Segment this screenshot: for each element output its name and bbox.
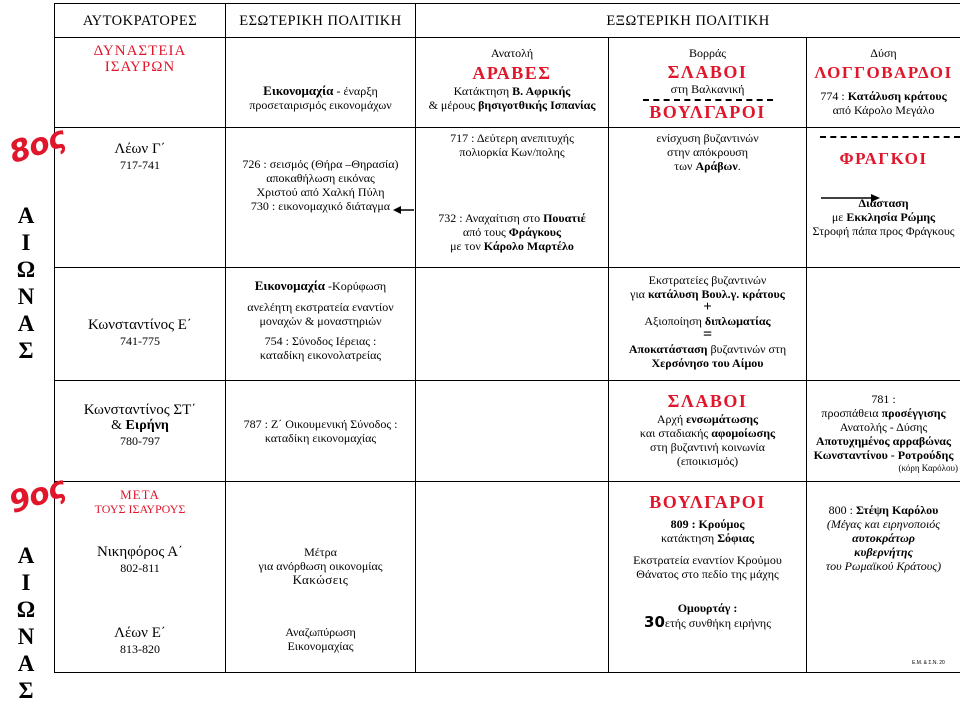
west-lombards-header: Δύση ΛΟΓΓΟΒΑΡΔΟΙ 774 : Κατάλυση κράτους από Κάρολο Μεγάλο (814, 46, 953, 117)
after-isaurians: ΜΕΤΑ ΤΟΥΣ ΙΣΑΥΡΟΥΣ (94, 487, 186, 516)
header-internal-policy: ΕΣΩΤΕΡΙΚΗ ΠΟΛΙΤΙΚΗ (239, 13, 402, 29)
arabs-siege-717: 717 : Δεύτερη ανεπιτυχής πολιορκία Κων/πολης (450, 131, 574, 159)
bulgars-help: ενίσχυση βυζαντινών στην απόκρουση των Αράβων. (656, 131, 759, 173)
emperor-leo-v: Λέων Ε΄ 813-820 (114, 625, 166, 656)
century-8-label: 8ος (4, 120, 70, 171)
author-signature: Ε.Μ. & Σ.Ν. 20 (912, 660, 945, 666)
col-divider-4 (806, 37, 807, 672)
emperor-leo-iii: Λέων Γ΄ 717-741 (114, 141, 166, 172)
header-external-policy: ΕΞΩΤΕΡΙΚΗ ΠΟΛΙΤΙΚΗ (606, 13, 770, 29)
header-top-line (54, 3, 960, 4)
bulgar-campaigns: Εκστρατείες βυζαντινών για κατάλυση Βουλ.γ. κράτους + Αξιοποίηση διπλωματίας = Αποκατάσταση βυζαντινών στη Χερσόνησο του Αίμου (628, 273, 787, 370)
bulgars-krum: ΒΟΥΛΓΑΡΟΙ 809 : Κρούμος κατάκτηση Σόφιας Εκστρατεία εναντίον Κρούμου Θάνατος στο πεδίο της μάχης Ομουρτάγ : 30ετής συνθήκη ειρήνης (633, 492, 782, 631)
aionas-label-8: Α Ι Ω Ν Α Σ (16, 203, 36, 363)
charlemagne-coronation: 800 : Στέψη Καρόλου (Μέγας και ειρηνοποιός αυτοκράτωρ κυβερνήτης του Ρωμαϊκού Κράτους) (825, 503, 942, 573)
west-franks: ΦΡΑΓΚΟΙ (839, 149, 928, 168)
header-bottom-line (54, 37, 960, 38)
east-arabs-header: Ανατολή ΑΡΑΒΕΣ Κατάκτηση Β. Αφρικής & μέρους βησιγοτθικής Ισπανίας (428, 46, 596, 112)
header-emperors: ΑΥΤΟΚΡΑΤΟΡΕΣ (82, 13, 198, 29)
emperor-nikephoros-i: Νικηφόρος Α΄ 802-811 (96, 544, 184, 575)
iconoclasm-start: Εικονομαχία - έναρξη προσεταιρισμός εικονομάχων (249, 83, 392, 112)
century-9-label: 9ος (4, 470, 70, 521)
table-bottom-line (54, 672, 960, 673)
row2-bottom-line (54, 380, 960, 381)
row3-bottom-line (54, 481, 960, 482)
west-schism: Διάσταση με Εκκλησία Ρώμης Στροφή πάπα προς Φράγκους (812, 196, 955, 238)
seventh-council: 787 : Ζ΄ Οικουμενική Σύνοδος : καταδίκη εικονομαχίας (243, 417, 398, 445)
leo-iii-internal: 726 : σεισμός (Θήρα –Θηρασία) αποκαθήλωση εικόνας Χριστού από Χαλκή Πύλη 730 : εικονομαχικό διάταγμα (242, 157, 399, 213)
dynasty-isaurian: ΔΥΝΑΣΤΕΙΑ ΙΣΑΥΡΩΝ (93, 43, 187, 75)
emperor-constantine-v: Κωνσταντίνος Ε΄ 741-775 (88, 317, 192, 348)
west-dashed-line (820, 136, 960, 138)
north-slavs-header: Βορράς ΣΛΑΒΟΙ στη Βαλκανική ΒΟΥΛΓΑΡΟΙ (609, 44, 806, 123)
row0-bottom-line (54, 127, 960, 128)
row1-bottom-line (54, 267, 960, 268)
poitiers-732: 732 : Αναχαίτιση στο Πουατιέ από τους Φράγκους με τον Κάρολο Μαρτέλο (438, 211, 586, 253)
arrow-left-icon (393, 205, 415, 215)
aionas-label-9: Α Ι Ω Ν Α Σ (16, 543, 36, 703)
emperor-constantine-vi-irene: Κωνσταντίνος ΣΤ΄ & Ειρήνη 780-797 (83, 402, 197, 448)
west-rapprochement: 781 : προσπάθεια προσέγγισης Ανατολής - Δύσης Αποτυχημένος αρραβώνας Κωνσταντίνου - Ροτρούδης (κόρη Καρόλου) (813, 392, 958, 473)
iconoclasm-peak: Εικονομαχία -Κορύφωση ανελέητη εκστρατεία εναντίον μοναχών & μοναστηριών 754 : Σύνοδος Ιέρειας : καταδίκη εικονολατρείας (247, 278, 394, 362)
economy-measures: Μέτρα για ανόρθωση οικονομίας Κακώσεις (258, 545, 383, 587)
iconoclasm-revival: Αναζωπύρωση Εικονομαχίας (285, 625, 356, 653)
slavs-assimilation: ΣΛΑΒΟΙ Αρχή ενσωμάτωσης και σταδιακής αφομοίωσης στη βυζαντινή κοινωνία (εποικισμός) (639, 391, 776, 468)
